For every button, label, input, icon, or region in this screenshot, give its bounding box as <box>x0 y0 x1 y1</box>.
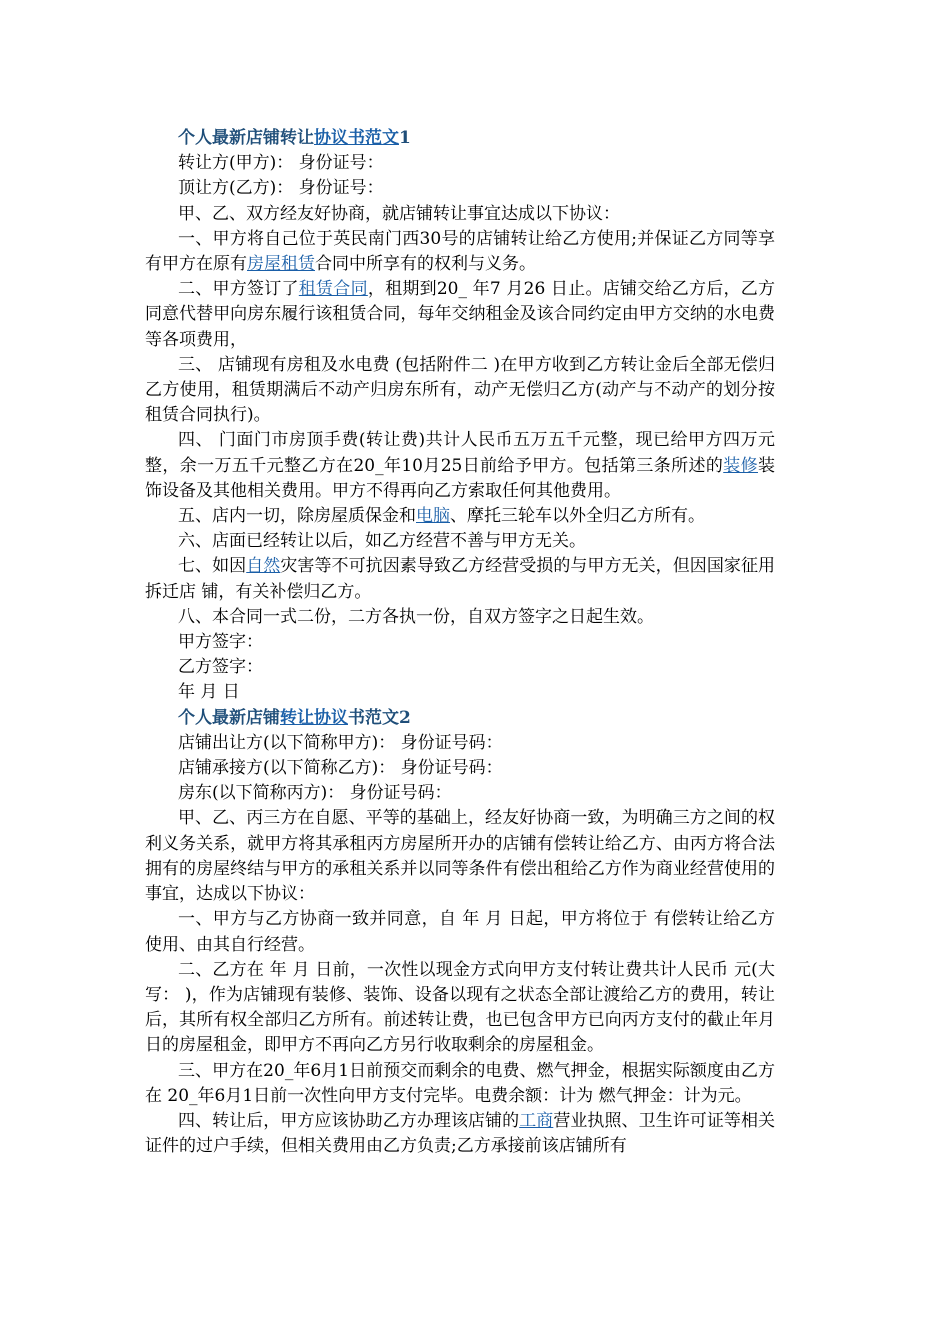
doc2-landlord: 房东(以下简称丙方)： 身份证号码： <box>178 783 452 804</box>
link-nature[interactable]: 自然 <box>246 556 281 577</box>
link-renovation[interactable]: 装修 <box>723 455 758 476</box>
link-house-lease[interactable]: 房屋租赁 <box>247 254 315 275</box>
doc1-clause-1: 一、甲方将自己位于英民南门西30号的店铺转让给乙方使用;并保证乙方同等享有甲方在原有房屋租赁合同中所享有的权利与义务。 <box>145 228 775 275</box>
doc2-clause-3: 三、甲方在20_年6月1日前预交而剩余的电费、燃气押金，根据实际额度由乙方在 20_年6月1日前一次性向甲方支付完毕。电费余额：计为 燃气押金：计为元。 <box>145 1060 775 1106</box>
doc2-buyer: 店铺承接方(以下简称乙方)： 身份证号码： <box>178 758 503 779</box>
doc2-title: 个人最新店铺转让协议书范文2 <box>178 707 411 728</box>
doc1-title-link[interactable]: 协议书范文 <box>314 128 399 148</box>
link-lease-contract[interactable]: 租赁合同 <box>298 279 368 300</box>
link-industry-commerce[interactable]: 工商 <box>519 1110 554 1131</box>
doc1-sign-a: 甲方签字： <box>178 632 263 653</box>
doc1-clause-2: 二、甲方签订了租赁合同，租期到20_ 年7 月26 日止。店铺交给乙方后，乙方同意代替甲向房东履行该租赁合同，每年交纳租金及该合同约定由甲方交纳的水电费等各项费用， <box>145 279 776 350</box>
doc2-seller: 店铺出让方(以下简称甲方)： 身份证号码： <box>178 732 503 753</box>
doc1-intro: 甲、乙、双方经友好协商，就店铺转让事宜达成以下协议： <box>178 203 620 224</box>
doc2-title-link[interactable]: 转让协议 <box>280 707 348 728</box>
doc2-clause-2: 二、乙方在 年 月 日前，一次性以现金方式向甲方支付转让费共计人民币 元(大写： )，作为店铺现有装修、装饰、设备以现有之状态全部让渡给乙方的费用，转让后，其所有权全部归乙方所有。前述转让费，也已包含甲方已向丙方支付的截止年月日的房屋租金，即甲方不再向乙方另行收取剩余的房屋租金。 <box>145 959 775 1056</box>
doc1-transferee: 顶让方(乙方)： 身份证号： <box>178 178 384 199</box>
doc1-date: 年 月 日 <box>178 682 240 703</box>
doc2-intro: 甲、乙、丙三方在自愿、平等的基础上，经友好协商一致，为明确三方之间的权利义务关系，就甲方将其承租丙方房屋所开办的店铺有偿转让给乙方、由丙方将合法拥有的房屋终结与甲方的承租关系并以同等条件有偿出租给乙方作为商业经营使用的事宜，达成以下协议： <box>145 808 775 905</box>
doc1-title: 个人最新店铺转让协议书范文1 <box>178 128 411 148</box>
doc1-clause-6: 六、店面已经转让以后，如乙方经营不善与甲方无关。 <box>178 531 586 552</box>
doc1-clause-4: 四、 门面门市房顶手费(转让费)共计人民币五万五千元整，现已给甲方四万元整，余一万五千元整乙方在20_年10月25日前给予甲方。包括第三条所述的装修装饰设备及其他相关费用。甲方不得再向乙方索取任何其他费用。 <box>145 430 775 501</box>
doc1-sign-b: 乙方签字： <box>178 657 263 678</box>
doc1-clause-7: 七、如因自然灾害等不可抗因素导致乙方经营受损的与甲方无关，但因国家征用拆迁店 铺，有关补偿归乙方。 <box>145 556 776 602</box>
doc1-clause-5: 五、店内一切，除房屋质保金和电脑、摩托三轮车以外全归乙方所有。 <box>178 506 705 527</box>
link-computer[interactable]: 电脑 <box>416 506 450 527</box>
doc2-clause-4: 四、转让后，甲方应该协助乙方办理该店铺的工商营业执照、卫生许可证等相关证件的过户手续，但相关费用由乙方负责;乙方承接前该店铺所有 <box>145 1110 776 1157</box>
doc1-transferor: 转让方(甲方)： 身份证号： <box>178 153 384 174</box>
doc1-clause-8: 八、本合同一式二份，二方各执一份，自双方签字之日起生效。 <box>178 606 654 627</box>
doc2-clause-1: 一、甲方与乙方协商一致并同意，自 年 月 日起，甲方将位于 有偿转让给乙方使用、由其自行经营。 <box>145 909 775 955</box>
document-page <box>145 126 775 1159</box>
doc1-clause-3: 三、 店铺现有房租及水电费 (包括附件二 )在甲方收到乙方转让金后全部无偿归乙方使用，租赁期满后不动产归房东所有，动产无偿归乙方(动产与不动产的划分按租赁合同执行)。 <box>145 354 775 426</box>
